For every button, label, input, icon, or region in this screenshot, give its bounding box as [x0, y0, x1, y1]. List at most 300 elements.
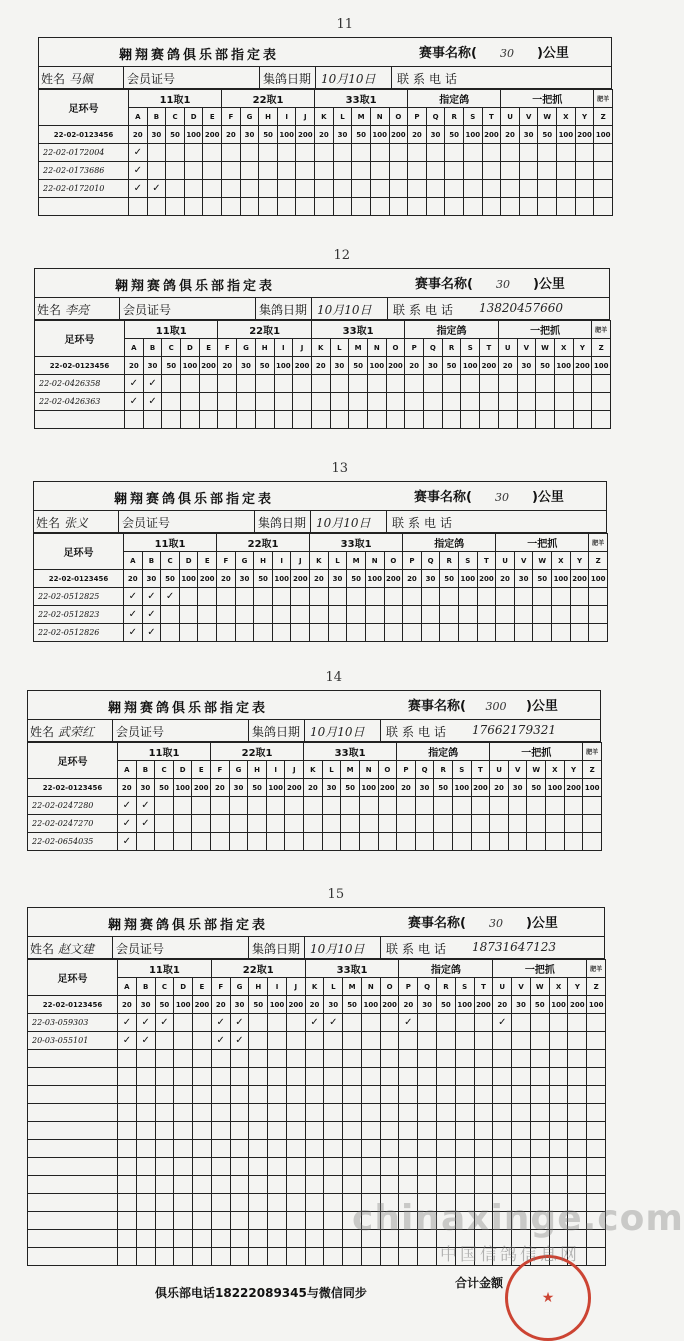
check-mark: ✓: [118, 815, 137, 833]
group-row: [28, 743, 602, 761]
empty-cell: [322, 833, 341, 851]
empty-cell: [508, 815, 527, 833]
empty-cell: [291, 588, 310, 606]
empty-cell: [118, 1140, 137, 1158]
empty-cell: [286, 1104, 305, 1122]
price-cell: 100: [179, 570, 198, 588]
empty-cell: [286, 1248, 305, 1266]
empty-cell: [230, 1050, 249, 1068]
empty-cell: [452, 833, 471, 851]
empty-cell: [474, 1176, 493, 1194]
empty-cell: [155, 1230, 174, 1248]
empty-cell: [230, 1104, 249, 1122]
price-cell: 100: [266, 779, 285, 797]
empty-cell: [498, 393, 517, 411]
event-prefix: 赛事名称(: [414, 490, 472, 505]
divider: [248, 937, 249, 958]
empty-cell: [480, 393, 499, 411]
letter-header: O: [389, 108, 408, 126]
empty-cell: [399, 1248, 418, 1266]
empty-cell: [512, 1122, 531, 1140]
letter-header: F: [217, 552, 236, 570]
price-cell: 30: [136, 779, 155, 797]
empty-cell: [389, 198, 408, 216]
letter-header: J: [296, 108, 315, 126]
price-cell: 100: [461, 357, 480, 375]
ring-number: [28, 1230, 118, 1248]
ring-number: [28, 1248, 118, 1266]
empty-cell: [389, 144, 408, 162]
empty-cell: [324, 1122, 343, 1140]
empty-cell: [136, 1050, 155, 1068]
price-cell: 200: [198, 570, 217, 588]
info-row: [34, 298, 610, 320]
empty-cell: [249, 1158, 268, 1176]
price-cell: 200: [573, 357, 592, 375]
phone-label: 联系电话: [392, 516, 457, 530]
empty-cell: [549, 1032, 568, 1050]
letter-header: J: [285, 761, 304, 779]
event-prefix: 赛事名称(: [408, 916, 466, 931]
empty-cell: [268, 1122, 287, 1140]
empty-cell: [418, 1248, 437, 1266]
form-title: 翱翔赛鸽俱乐部指定表: [108, 701, 269, 716]
empty-cell: [193, 1032, 212, 1050]
empty-cell: [445, 198, 464, 216]
empty-cell: [147, 144, 166, 162]
group-header: 22取1: [218, 321, 311, 339]
group-header: 一把抓: [496, 534, 589, 552]
empty-cell: [437, 1158, 456, 1176]
letter-header: Y: [570, 552, 589, 570]
letter-header: A: [129, 108, 148, 126]
empty-cell: [501, 180, 520, 198]
empty-cell: [361, 1050, 380, 1068]
empty-cell: [474, 1014, 493, 1032]
ring-header: 足环号: [34, 534, 124, 570]
entry-row: [28, 1068, 606, 1086]
letter-header: Z: [594, 108, 613, 126]
event-name: [415, 273, 565, 292]
empty-cell: [324, 1032, 343, 1050]
empty-cell: [594, 144, 613, 162]
empty-cell: [512, 1068, 531, 1086]
empty-cell: [291, 624, 310, 642]
empty-cell: [155, 797, 174, 815]
empty-cell: [549, 1104, 568, 1122]
empty-cell: [437, 1050, 456, 1068]
empty-cell: [530, 1014, 549, 1032]
letter-header: Z: [592, 339, 611, 357]
empty-cell: [268, 1248, 287, 1266]
empty-cell: [455, 1086, 474, 1104]
price-cell: 50: [259, 126, 278, 144]
empty-cell: [415, 797, 434, 815]
letter-header: L: [322, 761, 341, 779]
empty-cell: [136, 1122, 155, 1140]
letter-header: U: [496, 552, 515, 570]
letter-header: B: [136, 761, 155, 779]
empty-cell: [367, 393, 386, 411]
empty-cell: [324, 1158, 343, 1176]
empty-cell: [361, 1014, 380, 1032]
empty-cell: [378, 833, 397, 851]
letter-header: O: [378, 761, 397, 779]
empty-cell: [482, 162, 501, 180]
empty-cell: [359, 815, 378, 833]
empty-cell: [136, 1086, 155, 1104]
empty-cell: [403, 588, 422, 606]
entry-row: [28, 1050, 606, 1068]
letter-header: G: [229, 761, 248, 779]
ring-number: [28, 1140, 118, 1158]
empty-cell: [568, 1140, 587, 1158]
letter-header: S: [461, 339, 480, 357]
price-cell: 200: [378, 779, 397, 797]
letter-header: P: [408, 108, 427, 126]
empty-cell: [155, 1068, 174, 1086]
empty-cell: [568, 1122, 587, 1140]
empty-cell: [198, 588, 217, 606]
collect-date-value: 10月10日: [310, 725, 365, 739]
empty-cell: [474, 1122, 493, 1140]
empty-cell: [587, 1140, 606, 1158]
empty-cell: [403, 606, 422, 624]
entry-row: [28, 1158, 606, 1176]
empty-cell: [493, 1068, 512, 1086]
letter-header: P: [397, 761, 416, 779]
empty-cell: [452, 815, 471, 833]
ring-number: [28, 1194, 118, 1212]
empty-cell: [255, 393, 274, 411]
empty-cell: [361, 1248, 380, 1266]
check-mark: ✓: [230, 1014, 249, 1032]
empty-cell: [266, 797, 285, 815]
empty-cell: [389, 180, 408, 198]
empty-cell: [418, 1104, 437, 1122]
price-cell: 20: [222, 126, 241, 144]
price-cell: 30: [235, 570, 254, 588]
sample-ring: 22-02-0123456: [35, 357, 125, 375]
name-label: 姓名: [36, 516, 61, 530]
empty-cell: [442, 375, 461, 393]
group-header: 指定鸽: [403, 534, 496, 552]
empty-cell: [268, 1194, 287, 1212]
empty-cell: [437, 1086, 456, 1104]
empty-cell: [193, 1248, 212, 1266]
empty-cell: [259, 198, 278, 216]
empty-cell: [568, 1104, 587, 1122]
ring-number: 22-02-0172010: [39, 180, 129, 198]
empty-cell: [482, 180, 501, 198]
empty-cell: [399, 1050, 418, 1068]
empty-cell: [230, 1122, 249, 1140]
empty-cell: [230, 1248, 249, 1266]
collect-date-value: 10月10日: [310, 942, 365, 956]
event-distance: 30: [494, 491, 509, 504]
price-cell: 30: [142, 570, 161, 588]
empty-cell: [399, 1086, 418, 1104]
pick-grid: [34, 320, 611, 429]
empty-cell: [530, 1176, 549, 1194]
letter-header: Y: [575, 108, 594, 126]
empty-cell: [380, 1176, 399, 1194]
pick-grid: [33, 533, 608, 642]
empty-cell: [437, 1068, 456, 1086]
empty-cell: [445, 162, 464, 180]
empty-cell: [474, 1068, 493, 1086]
empty-cell: [343, 1014, 362, 1032]
entry-row: [39, 198, 613, 216]
empty-cell: [155, 1086, 174, 1104]
price-cell: 100: [452, 779, 471, 797]
empty-cell: [341, 815, 360, 833]
letter-header: T: [477, 552, 496, 570]
empty-cell: [493, 1104, 512, 1122]
letter-header: F: [218, 339, 237, 357]
empty-cell: [274, 411, 293, 429]
empty-cell: [125, 411, 144, 429]
empty-cell: [530, 1122, 549, 1140]
ring-number: 22-02-0247280: [28, 797, 118, 815]
price-cell: 100: [592, 357, 611, 375]
price-cell: 50: [437, 996, 456, 1014]
empty-cell: [530, 1140, 549, 1158]
empty-cell: [549, 1158, 568, 1176]
empty-cell: [198, 624, 217, 642]
divider: [387, 298, 388, 319]
empty-cell: [463, 162, 482, 180]
empty-cell: [193, 1230, 212, 1248]
price-cell: 200: [482, 126, 501, 144]
empty-cell: [592, 393, 611, 411]
letter-header: B: [147, 108, 166, 126]
empty-cell: [455, 1050, 474, 1068]
empty-cell: [458, 624, 477, 642]
check-mark: ✓: [230, 1032, 249, 1050]
empty-cell: [272, 606, 291, 624]
empty-cell: [564, 833, 583, 851]
empty-cell: [255, 375, 274, 393]
empty-cell: [370, 144, 389, 162]
event-prefix: 赛事名称(: [415, 277, 473, 292]
empty-cell: [136, 833, 155, 851]
empty-cell: [527, 815, 546, 833]
price-cell: 100: [557, 126, 576, 144]
price-cell: 200: [480, 357, 499, 375]
letter-header: E: [199, 339, 218, 357]
empty-cell: [455, 1122, 474, 1140]
empty-cell: [155, 1212, 174, 1230]
empty-cell: [549, 1086, 568, 1104]
empty-cell: [512, 1176, 531, 1194]
empty-cell: [286, 1032, 305, 1050]
empty-cell: [249, 1068, 268, 1086]
price-cell: 50: [341, 779, 360, 797]
empty-cell: [587, 1158, 606, 1176]
price-cell: 200: [199, 357, 218, 375]
price-cell: 50: [155, 996, 174, 1014]
empty-cell: [324, 1248, 343, 1266]
empty-cell: [136, 1140, 155, 1158]
price-cell: 100: [365, 570, 384, 588]
empty-cell: [367, 375, 386, 393]
price-cell: 200: [386, 357, 405, 375]
empty-cell: [174, 1086, 193, 1104]
price-cell: 100: [583, 779, 602, 797]
divider: [123, 67, 124, 88]
empty-cell: [455, 1104, 474, 1122]
letter-header: X: [546, 761, 565, 779]
ring-header: 足环号: [39, 90, 129, 126]
empty-cell: [426, 198, 445, 216]
empty-cell: [461, 375, 480, 393]
empty-cell: [361, 1032, 380, 1050]
ring-number: [28, 1122, 118, 1140]
empty-cell: [136, 1068, 155, 1086]
empty-cell: [293, 411, 312, 429]
empty-cell: [179, 624, 198, 642]
letter-header: I: [277, 108, 296, 126]
empty-cell: [482, 198, 501, 216]
empty-cell: [315, 162, 334, 180]
empty-cell: [349, 375, 368, 393]
empty-cell: [235, 606, 254, 624]
empty-cell: [248, 815, 267, 833]
empty-cell: [305, 1176, 324, 1194]
ring-number: [28, 1212, 118, 1230]
event-name: [408, 695, 558, 714]
empty-cell: [587, 1032, 606, 1050]
empty-cell: [386, 411, 405, 429]
empty-cell: [549, 1176, 568, 1194]
letter-header: E: [192, 761, 211, 779]
empty-cell: [549, 1140, 568, 1158]
empty-cell: [305, 1248, 324, 1266]
price-cell: 100: [173, 779, 192, 797]
empty-cell: [324, 1176, 343, 1194]
ring-header: 足环号: [28, 743, 118, 779]
price-cell: 200: [380, 996, 399, 1014]
empty-cell: [230, 1230, 249, 1248]
empty-cell: [249, 1248, 268, 1266]
empty-cell: [118, 1158, 137, 1176]
empty-cell: [519, 162, 538, 180]
price-cell: 100: [458, 570, 477, 588]
letter-header: K: [310, 552, 329, 570]
empty-cell: [293, 375, 312, 393]
empty-cell: [240, 144, 259, 162]
price-cell: 50: [527, 779, 546, 797]
letter-header: R: [442, 339, 461, 357]
empty-cell: [305, 1032, 324, 1050]
letter-header: K: [305, 978, 324, 996]
empty-cell: [211, 1050, 230, 1068]
empty-cell: [587, 1122, 606, 1140]
empty-cell: [408, 198, 427, 216]
ring-number: 22-02-0654035: [28, 833, 118, 851]
empty-cell: [118, 1122, 137, 1140]
empty-cell: [501, 198, 520, 216]
entry-row: [34, 624, 608, 642]
empty-cell: [333, 198, 352, 216]
empty-cell: [333, 144, 352, 162]
price-cell: 20: [405, 357, 424, 375]
price-cell: 30: [330, 357, 349, 375]
price-cell: 200: [293, 357, 312, 375]
empty-cell: [564, 797, 583, 815]
empty-cell: [384, 624, 403, 642]
empty-cell: [118, 1248, 137, 1266]
group-header: 一把抓: [501, 90, 594, 108]
letter-header: C: [161, 552, 180, 570]
event-name: [414, 486, 564, 505]
empty-cell: [118, 1068, 137, 1086]
letter-header: Q: [418, 978, 437, 996]
empty-cell: [268, 1032, 287, 1050]
empty-cell: [589, 588, 608, 606]
divider: [315, 67, 316, 88]
price-cell: 50: [434, 779, 453, 797]
entry-row: [28, 1086, 606, 1104]
price-cell: 30: [333, 126, 352, 144]
empty-cell: [557, 198, 576, 216]
empty-cell: [324, 1230, 343, 1248]
empty-cell: [501, 162, 520, 180]
empty-cell: [471, 797, 490, 815]
empty-cell: [514, 588, 533, 606]
info-row: [38, 67, 612, 89]
check-mark: ✓: [399, 1014, 418, 1032]
empty-cell: [361, 1140, 380, 1158]
empty-cell: [293, 393, 312, 411]
letter-header: G: [240, 108, 259, 126]
price-cell: 20: [498, 357, 517, 375]
price-cell: 20: [118, 779, 137, 797]
collect-date-label: 集鸽日期: [263, 72, 312, 86]
empty-cell: [380, 1122, 399, 1140]
empty-cell: [493, 1176, 512, 1194]
empty-cell: [296, 162, 315, 180]
empty-cell: [380, 1140, 399, 1158]
letter-header: W: [533, 552, 552, 570]
empty-cell: [405, 375, 424, 393]
empty-cell: [237, 393, 256, 411]
phone-value: 18731647123: [472, 940, 556, 954]
empty-cell: [286, 1122, 305, 1140]
price-cell: 20: [125, 357, 144, 375]
letter-header: B: [143, 339, 162, 357]
group-header: 22取1: [211, 960, 305, 978]
empty-cell: [324, 1104, 343, 1122]
empty-cell: [161, 624, 180, 642]
price-cell: 20: [493, 996, 512, 1014]
empty-cell: [218, 411, 237, 429]
empty-cell: [193, 1122, 212, 1140]
empty-cell: [349, 393, 368, 411]
entry-row: [28, 1176, 606, 1194]
empty-cell: [286, 1050, 305, 1068]
empty-cell: [587, 1068, 606, 1086]
empty-cell: [480, 411, 499, 429]
sample-ring: 22-02-0123456: [39, 126, 129, 144]
empty-cell: [361, 1122, 380, 1140]
empty-cell: [296, 180, 315, 198]
empty-cell: [248, 797, 267, 815]
empty-cell: [184, 162, 203, 180]
letter-header: G: [235, 552, 254, 570]
empty-cell: [530, 1032, 549, 1050]
